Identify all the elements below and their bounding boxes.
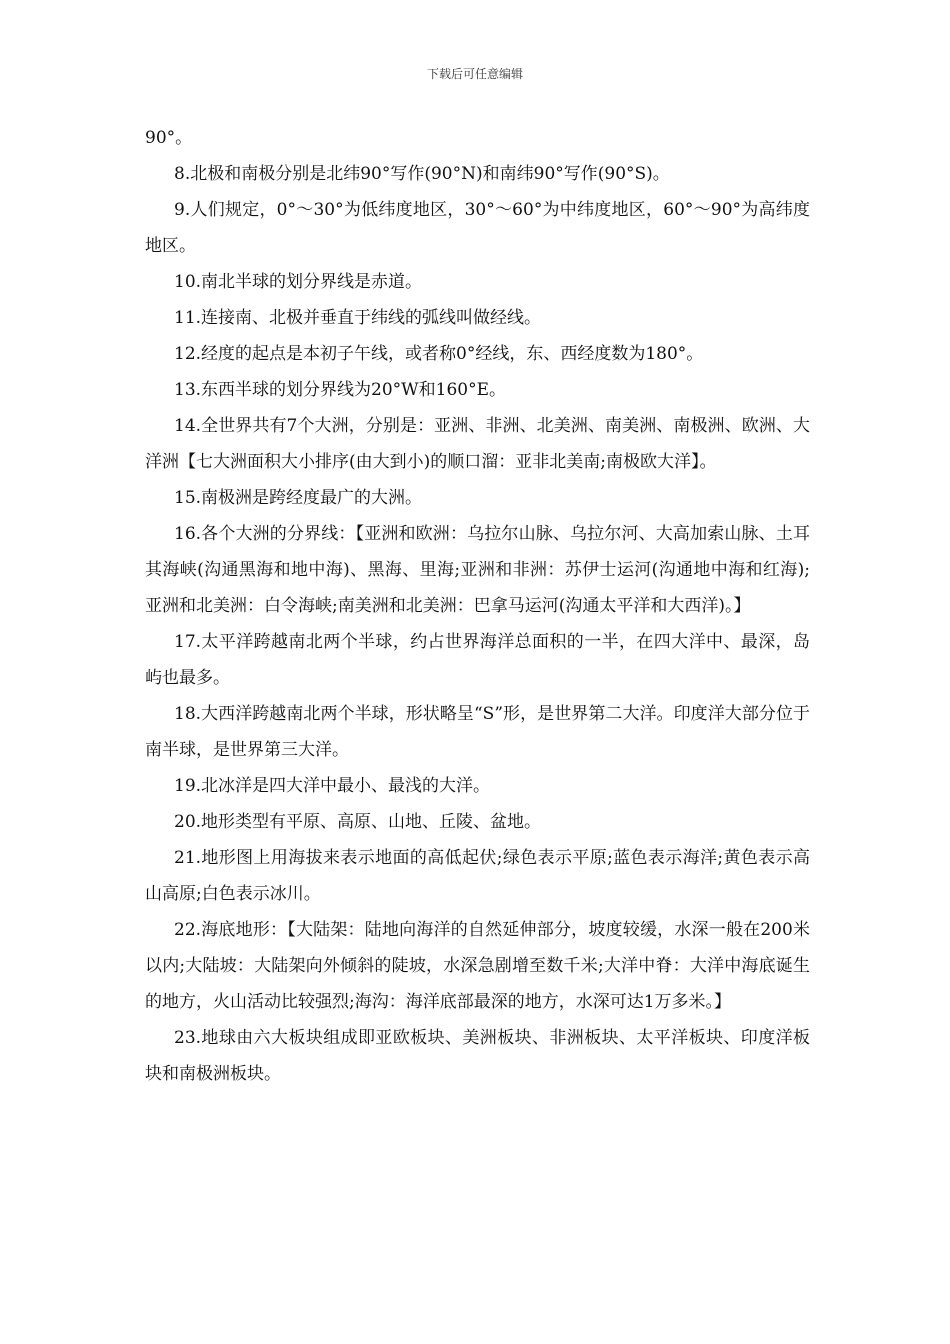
paragraph-16: 16.各个大洲的分界线：【亚洲和欧洲：乌拉尔山脉、乌拉尔河、大高加索山脉、土耳其海峡(沟通黑海和地中海)、黑海、里海;亚洲和非洲：苏伊士运河(沟通地中海和红海);亚洲和北美洲：白令海峡;南美洲和北美洲：巴拿马运河(沟通太平洋和大西洋)。】 <box>145 524 810 616</box>
document-body <box>145 120 810 1092</box>
paragraph-15: 15.南极洲是跨经度最广的大洲。 <box>174 488 423 508</box>
paragraph-9: 9.人们规定，0°～30°为低纬度地区，30°～60°为中纬度地区，60°～90°为高纬度地区。 <box>145 200 810 256</box>
paragraph-8: 8.北极和南极分别是北纬90°写作(90°N)和南纬90°写作(90°S)。 <box>174 164 670 184</box>
paragraph-17: 17.太平洋跨越南北两个半球，约占世界海洋总面积的一半，在四大洋中、最深，岛屿也最多。 <box>145 632 810 688</box>
paragraph-18: 18.大西洋跨越南北两个半球，形状略呈“S”形，是世界第二大洋。印度洋大部分位于南半球，是世界第三大洋。 <box>145 704 810 760</box>
paragraph-12: 12.经度的起点是本初子午线，或者称0°经线，东、西经度数为180°。 <box>174 344 704 364</box>
paragraph-10: 10.南北半球的划分界线是赤道。 <box>174 272 423 292</box>
paragraph-11: 11.连接南、北极并垂直于纬线的弧线叫做经线。 <box>174 308 542 328</box>
paragraph-20: 20.地形类型有平原、高原、山地、丘陵、盆地。 <box>174 812 542 832</box>
paragraph-22: 22.海底地形：【大陆架：陆地向海洋的自然延伸部分，坡度较缓，水深一般在200米以内;大陆坡：大陆架向外倾斜的陡坡，水深急剧增至数千米;大洋中脊：大洋中海底诞生的地方，火山活动比较强烈;海沟：海洋底部最深的地方，水深可达1万多米。】 <box>145 920 810 1012</box>
paragraph-23: 23.地球由六大板块组成即亚欧板块、美洲板块、非洲板块、太平洋板块、印度洋板块和南极洲板块。 <box>145 1028 810 1084</box>
page-header: 下载后可任意编辑 <box>426 67 523 81</box>
paragraph-21: 21.地形图上用海拔来表示地面的高低起伏;绿色表示平原;蓝色表示海洋;黄色表示高山高原;白色表示冰川。 <box>145 848 810 904</box>
paragraph-19: 19.北冰洋是四大洋中最小、最浅的大洋。 <box>174 776 491 796</box>
paragraph-13: 13.东西半球的划分界线为20°W和160°E。 <box>174 380 506 400</box>
paragraph-0: 90°。 <box>145 128 193 148</box>
paragraph-14: 14.全世界共有7个大洲，分别是：亚洲、非洲、北美洲、南美洲、南极洲、欧洲、大洋洲【七大洲面积大小排序(由大到小)的顺口溜：亚非北美南;南极欧大洋】。 <box>145 416 810 472</box>
